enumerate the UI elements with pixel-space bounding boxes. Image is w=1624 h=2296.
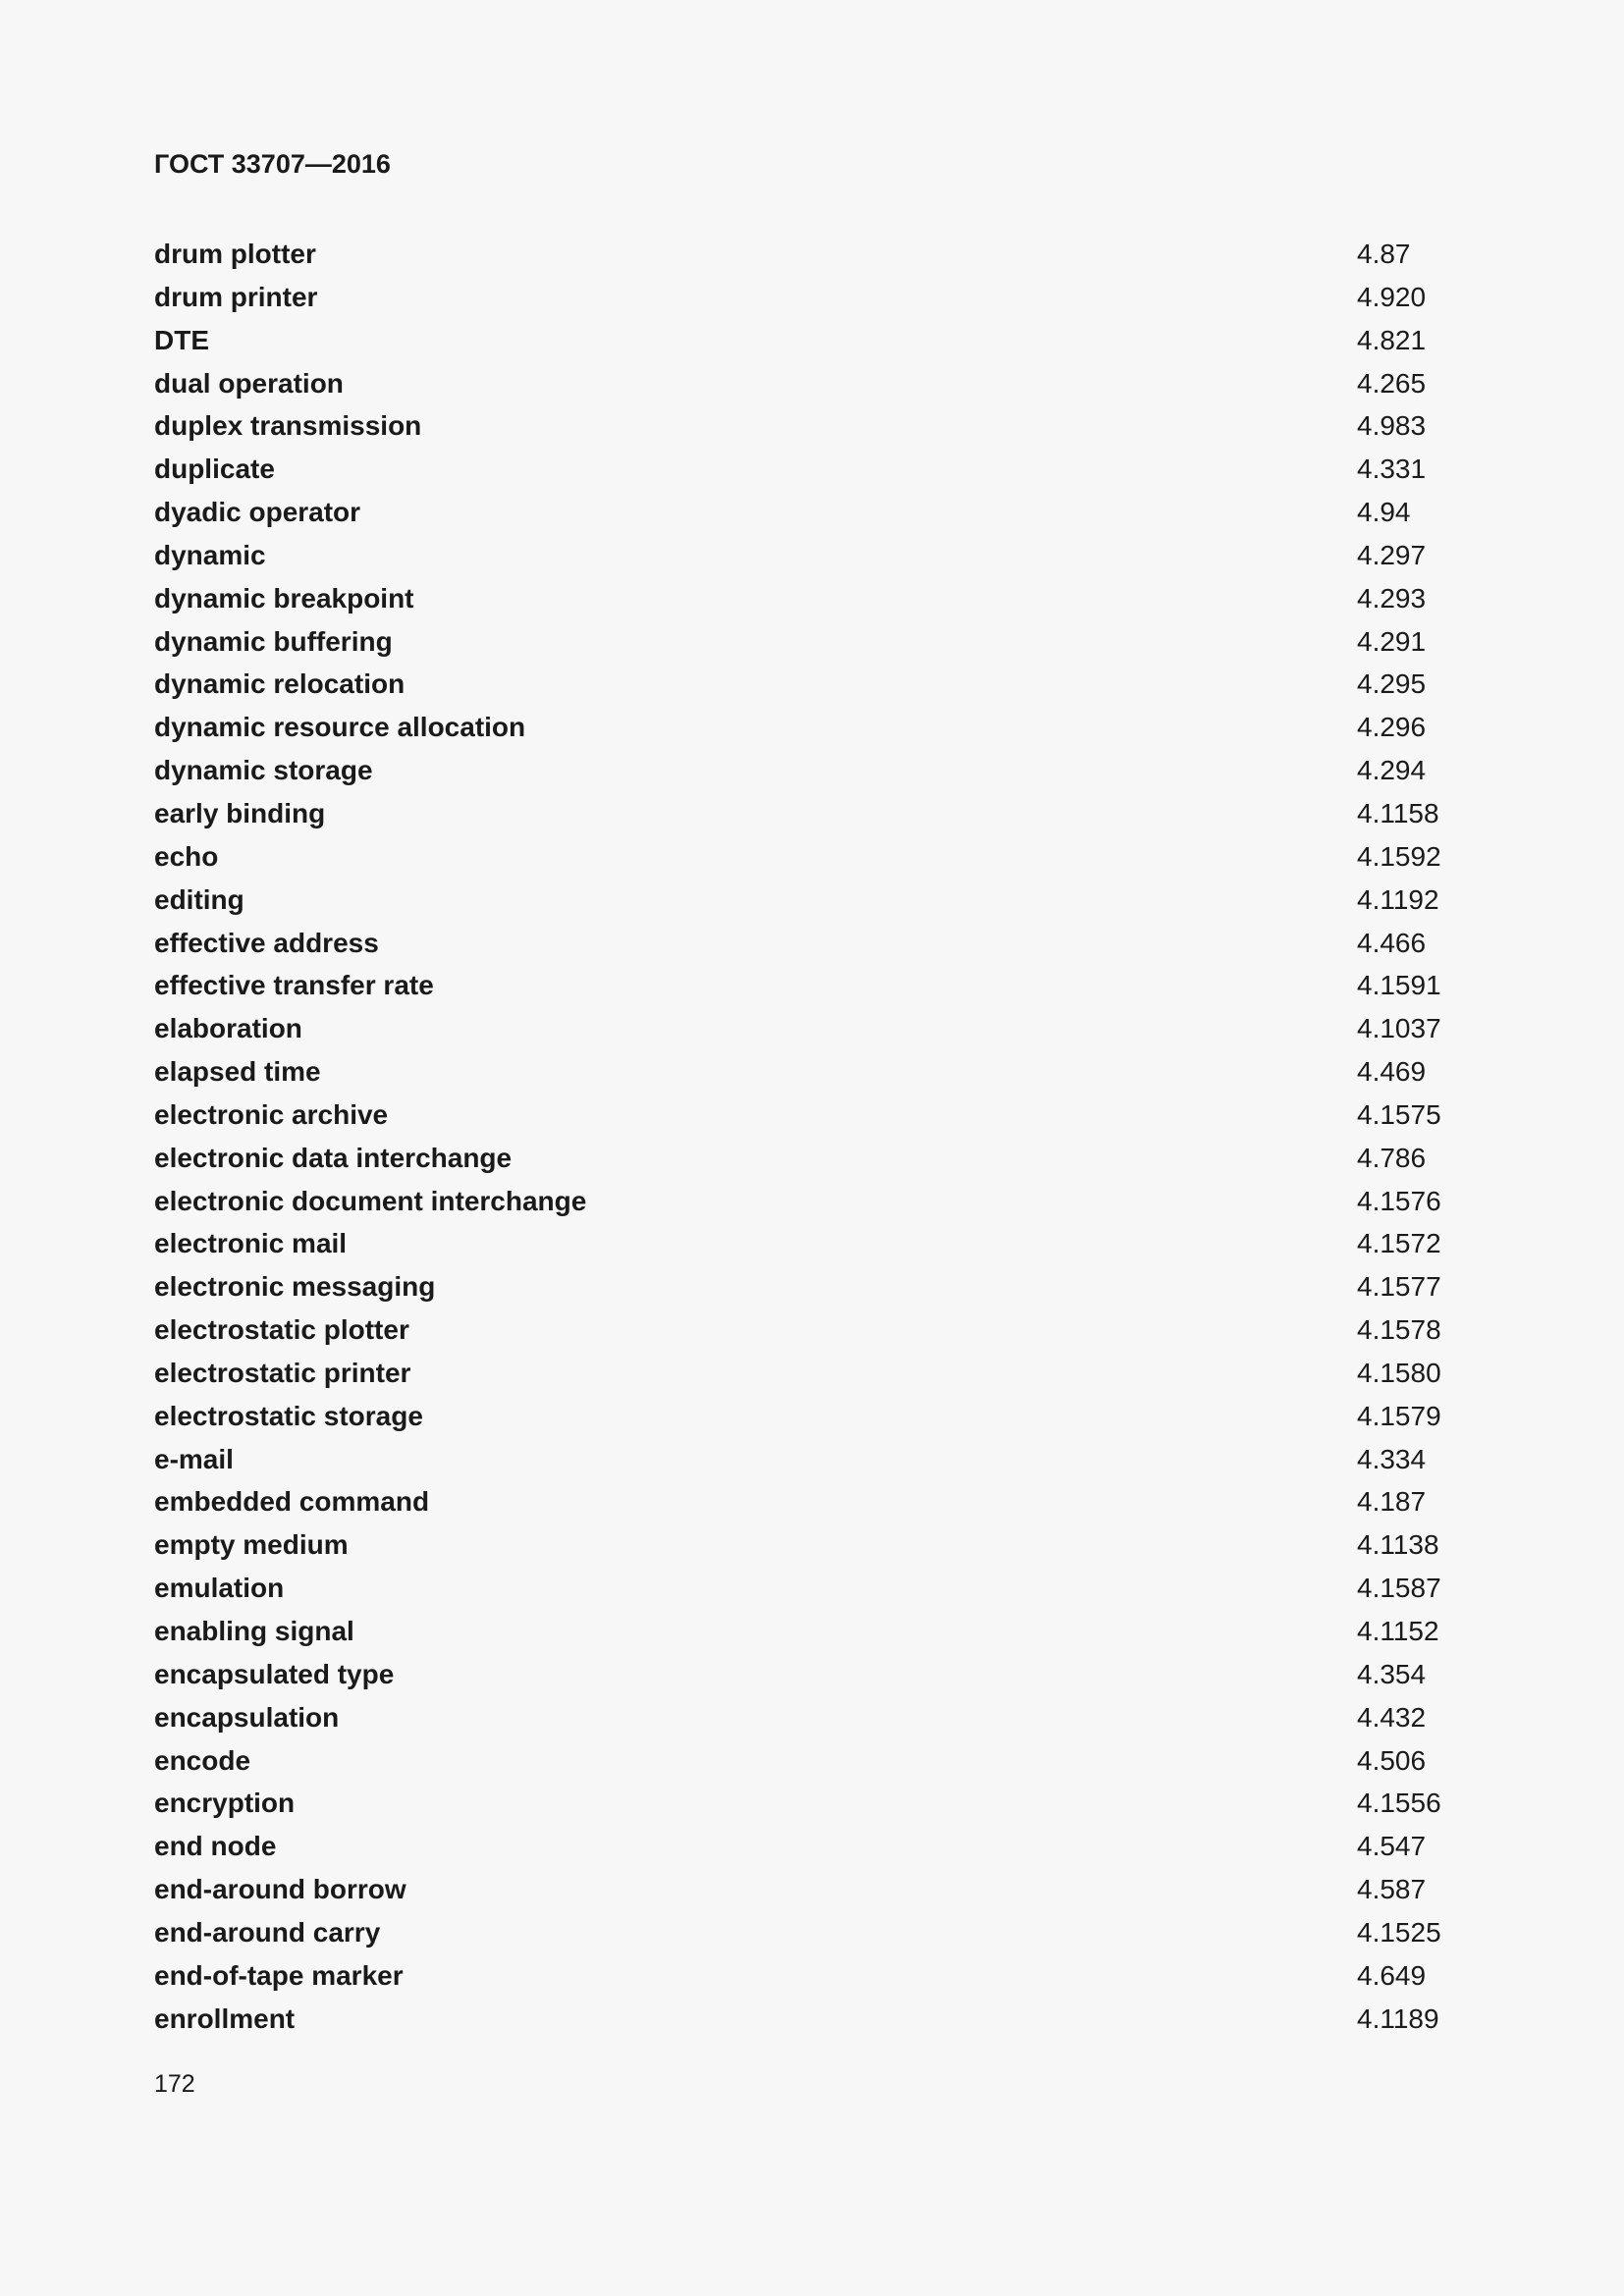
index-term: DTE: [154, 324, 209, 355]
index-term: end-around borrow: [154, 1874, 406, 1905]
index-reference: 4.1575: [1357, 1098, 1441, 1130]
index-entry: [154, 927, 1470, 970]
document-header: ГОСТ 33707—2016: [154, 149, 391, 179]
index-term: echo: [154, 840, 219, 872]
index-entry: [154, 754, 1470, 797]
index-entry: [154, 1400, 1470, 1443]
index-entry: [154, 1012, 1470, 1055]
index-term: dynamic buffering: [154, 625, 393, 657]
index-reference: 4.331: [1357, 454, 1427, 485]
index-entry: [154, 711, 1470, 754]
index-reference: 4.1192: [1357, 883, 1439, 915]
index-reference: 4.1572: [1357, 1228, 1441, 1259]
index-reference: 4.1579: [1357, 1400, 1441, 1431]
index-reference: 4.920: [1357, 281, 1427, 312]
index-reference: 4.1138: [1357, 1529, 1439, 1561]
index-reference: 4.187: [1357, 1486, 1427, 1518]
index-term: enrollment: [154, 2002, 296, 2034]
index-term: electronic document interchange: [154, 1185, 587, 1216]
index-entry: [154, 1572, 1470, 1615]
index-entry: [154, 1615, 1470, 1658]
index-term: effective address: [154, 927, 379, 958]
index-reference: 4.1158: [1357, 797, 1439, 828]
index-entry: [154, 883, 1470, 927]
index-reference: 4.1578: [1357, 1314, 1441, 1346]
index-term: encode: [154, 1744, 251, 1776]
index-entry: [154, 367, 1470, 410]
index-term: e-mail: [154, 1443, 234, 1474]
index-reference: 4.293: [1357, 582, 1427, 614]
index-reference: 4.295: [1357, 668, 1427, 700]
index-entry: [154, 1443, 1470, 1486]
index-reference: 4.821: [1357, 324, 1427, 355]
index-entry: [154, 840, 1470, 883]
index-entry: [154, 1701, 1470, 1744]
index-reference: 4.265: [1357, 367, 1427, 399]
index-reference: 4.649: [1357, 1959, 1427, 1991]
index-reference: 4.94: [1357, 497, 1411, 528]
index-entry: [154, 1185, 1470, 1228]
index-term: enabling signal: [154, 1616, 354, 1646]
index-entry: [154, 1873, 1470, 1916]
index-entry: [154, 1787, 1470, 1830]
index-term: electronic data interchange: [154, 1142, 513, 1173]
index-reference: 4.1525: [1357, 1916, 1441, 1948]
index-entry: [154, 238, 1470, 281]
index-term: drum printer: [154, 281, 318, 312]
index-entry: [154, 1098, 1470, 1142]
index-entry: [154, 1055, 1470, 1098]
index-term: dynamic breakpoint: [154, 582, 414, 614]
index-term: end-around carry: [154, 1916, 381, 1948]
index-term: effective transfer rate: [154, 970, 434, 1001]
index-entry: [154, 281, 1470, 324]
page-number: 172: [154, 2070, 195, 2098]
index-reference: 4.1580: [1357, 1357, 1441, 1388]
index-term: electronic messaging: [154, 1271, 436, 1303]
index-reference: 4.334: [1357, 1443, 1427, 1474]
index-term: drum plotter: [154, 239, 316, 269]
index-term: encryption: [154, 1788, 296, 1819]
index-term: early binding: [154, 797, 326, 828]
index-term: dynamic: [154, 539, 266, 570]
index-term: end node: [154, 1831, 277, 1862]
index-reference: 4.469: [1357, 1056, 1427, 1088]
index-reference: 4.354: [1357, 1658, 1427, 1689]
index-term: encapsulation: [154, 1701, 340, 1733]
index-reference: 4.1592: [1357, 840, 1441, 872]
index-entry: [154, 324, 1470, 367]
index-term: editing: [154, 883, 244, 915]
index-term: duplex transmission: [154, 410, 422, 442]
index-entry: [154, 1313, 1470, 1357]
index-entry: [154, 625, 1470, 668]
index-entry: [154, 409, 1470, 453]
index-reference: 4.296: [1357, 712, 1427, 743]
index-term: duplicate: [154, 454, 275, 485]
index-term: dynamic relocation: [154, 668, 406, 700]
index-reference: 4.1152: [1357, 1616, 1439, 1646]
index-term: encapsulated type: [154, 1658, 395, 1689]
index-reference: 4.786: [1357, 1142, 1427, 1173]
index-reference: 4.1591: [1357, 970, 1441, 1001]
index-reference: 4.466: [1357, 927, 1427, 958]
index-term: electrostatic printer: [154, 1357, 411, 1388]
index-entry: [154, 1227, 1470, 1270]
index-term: embedded command: [154, 1486, 430, 1518]
index-list: [154, 238, 1470, 2045]
index-term: emulation: [154, 1573, 285, 1604]
index-entry: [154, 1270, 1470, 1313]
index-term: dynamic resource allocation: [154, 712, 526, 743]
index-entry: [154, 1830, 1470, 1873]
index-entry: [154, 539, 1470, 582]
index-term: elapsed time: [154, 1056, 321, 1088]
index-entry: [154, 797, 1470, 840]
index-entry: [154, 667, 1470, 711]
index-reference: 4.983: [1357, 410, 1427, 442]
index-reference: 4.1556: [1357, 1788, 1441, 1819]
index-entry: [154, 1959, 1470, 2002]
index-entry: [154, 1357, 1470, 1400]
index-entry: [154, 969, 1470, 1012]
index-entry: [154, 582, 1470, 625]
index-term: dyadic operator: [154, 497, 361, 528]
index-entry: [154, 496, 1470, 539]
index-reference: 4.1587: [1357, 1573, 1441, 1604]
index-entry: [154, 2002, 1470, 2046]
index-reference: 4.294: [1357, 755, 1427, 786]
index-term: end-of-tape marker: [154, 1959, 404, 1991]
index-reference: 4.87: [1357, 239, 1411, 269]
index-reference: 4.547: [1357, 1831, 1427, 1862]
index-term: electrostatic plotter: [154, 1314, 409, 1346]
index-reference: 4.1037: [1357, 1013, 1441, 1044]
index-term: electrostatic storage: [154, 1400, 423, 1431]
index-reference: 4.1576: [1357, 1185, 1441, 1216]
index-entry: [154, 1744, 1470, 1788]
index-term: electronic mail: [154, 1228, 348, 1259]
index-term: dual operation: [154, 367, 344, 399]
index-term: elaboration: [154, 1013, 302, 1044]
index-reference: 4.506: [1357, 1744, 1427, 1776]
index-entry: [154, 1142, 1470, 1185]
index-term: dynamic storage: [154, 755, 373, 786]
index-reference: 4.1189: [1357, 2002, 1439, 2034]
index-entry: [154, 1528, 1470, 1572]
index-term: electronic archive: [154, 1098, 389, 1130]
index-reference: 4.297: [1357, 539, 1427, 570]
index-term: empty medium: [154, 1529, 349, 1561]
index-entry: [154, 1658, 1470, 1701]
index-reference: 4.291: [1357, 625, 1427, 657]
index-reference: 4.587: [1357, 1874, 1427, 1905]
index-entry: [154, 453, 1470, 496]
index-reference: 4.432: [1357, 1701, 1427, 1733]
index-entry: [154, 1485, 1470, 1528]
index-entry: [154, 1916, 1470, 1959]
index-reference: 4.1577: [1357, 1271, 1441, 1303]
